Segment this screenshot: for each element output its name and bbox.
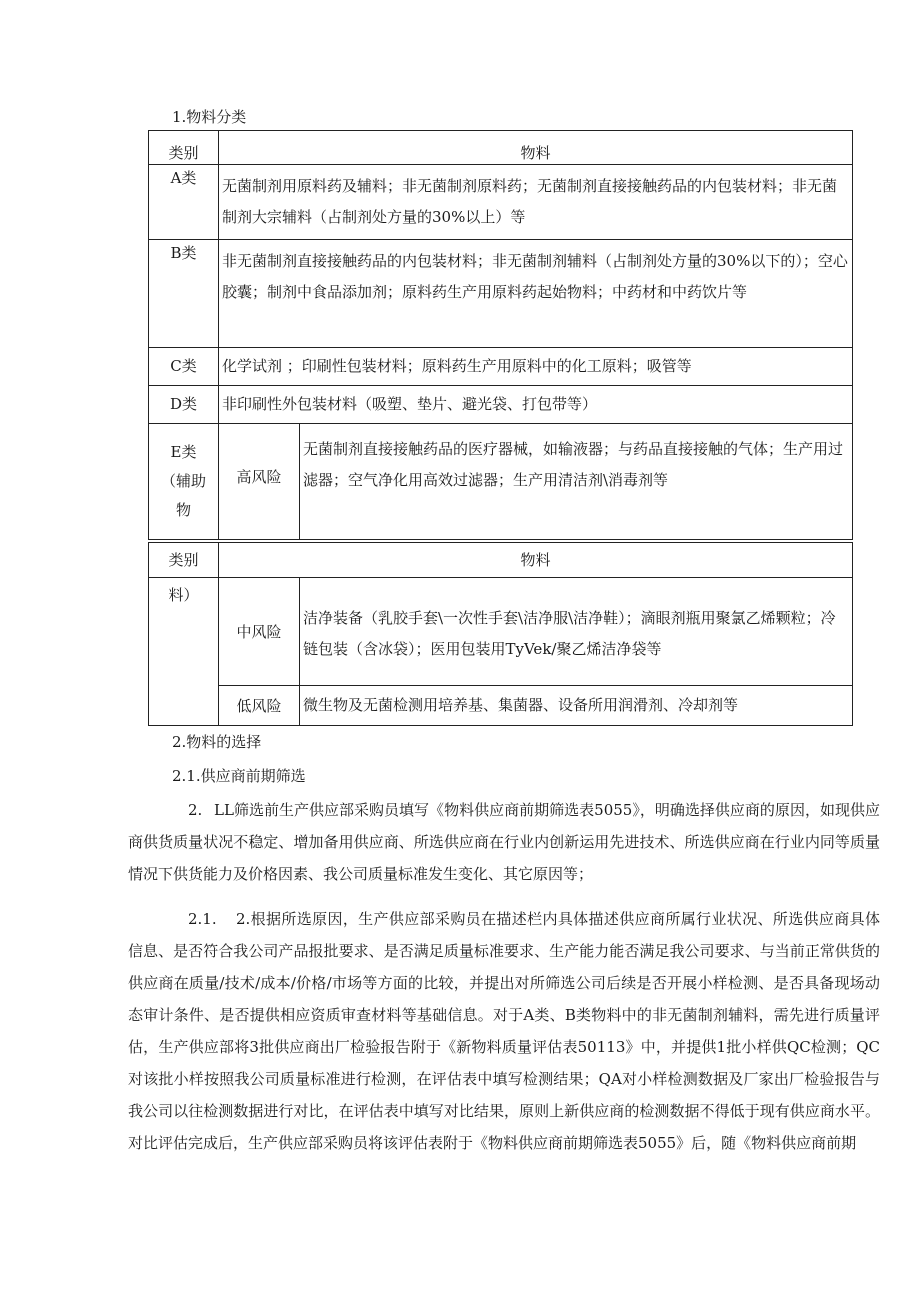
row-category: D类 <box>149 386 219 424</box>
header-material: 物料 <box>219 131 853 165</box>
table-header-row <box>149 543 853 578</box>
table-row <box>149 240 853 348</box>
row-category: A类 <box>149 165 219 240</box>
category-e-line3: 物 <box>175 501 191 519</box>
material-classification-table-continued <box>148 542 853 726</box>
header-category: 类别 <box>149 131 219 165</box>
row-material: 化学试剂 ；印刷性包装材料；原料药生产用原料中的化工原料；吸管等 <box>219 348 853 386</box>
risk-level-low: 低风险 <box>219 686 300 726</box>
header-category: 类别 <box>149 543 219 578</box>
table-row-medium <box>149 578 853 686</box>
row-category: B类 <box>149 240 219 348</box>
paragraph-text: LL筛选前生产供应部采购员填写《物料供应商前期筛选表5055》，明确选择供应商的原因，如现供应商供货质量状况不稳定、增加备用供应商、所选供应商在行业内创新运用先进技术、所选供应商在行业内同等质量情况下供货能力及价格因素、我公司质量标准发生变化、其它原因等； <box>128 801 880 883</box>
row-category-e-continued: 料） <box>149 578 219 726</box>
paragraph-number: 2.1. <box>188 910 217 928</box>
category-e-line1: E类 <box>170 443 197 461</box>
paragraph-number: 2. <box>188 801 203 819</box>
risk-level-high: 高风险 <box>219 424 300 540</box>
paragraph-prescreening-form <box>128 794 880 890</box>
category-e-line2: （辅助 <box>160 472 206 490</box>
table-row <box>149 348 853 386</box>
row-material: 无菌制剂用原料药及辅料；非无菌制剂原料药；无菌制剂直接接触药品的内包装材料；非无菌制剂大宗辅料（占制剂处方量的30%以上）等 <box>219 165 853 240</box>
table-row <box>149 165 853 240</box>
section-title-classification: 1.物料分类 <box>172 108 247 126</box>
paragraph-text: 2.根据所选原因，生产供应部采购员在描述栏内具体描述供应商所属行业状况、所选供应商具体信息、是否符合我公司产品报批要求、是否满足质量标准要求、生产能力能否满足我公司要求、与当前正常供货的供应商在质量/技术/成本/价格/市场等方面的比较，并提出对所筛选公司后续是否开展小样检测、是否具备现场动态审计条件、是否提供相应资质审查材料等基础信息。对于A类、B类物料中的非无菌制剂辅料，需先进行质量评估，生产供应部将3批供应商出厂检验报告附于《新物料质量评估表50113》中，并提供1批小样供QC检测；QC对该批小样按照我公司质量标准进行检测，在评估表中填写检测结果；QA对小样检测数据及厂家出厂检验报告与我公司以往检测数据进行对比，在评估表中填写对比结果，原则上新供应商的检测数据不得低于现有供应商水平。对比评估完成后，生产供应部采购员将该评估表附于《物料供应商前期筛选表5055》后，随《物料供应商前期 <box>128 910 880 1152</box>
material-classification-table <box>148 130 853 540</box>
row-material: 微生物及无菌检测用培养基、集菌器、设备所用润滑剂、冷却剂等 <box>300 686 853 726</box>
table-header-row <box>149 131 853 165</box>
row-category-e <box>149 424 219 540</box>
row-material: 洁净装备（乳胶手套\一次性手套\洁净服\洁净鞋）；滴眼剂瓶用聚氯乙烯颗粒；冷链包装（含冰袋）；医用包装用TyVek/聚乙烯洁净袋等 <box>300 578 853 686</box>
row-material: 非无菌制剂直接接触药品的内包装材料；非无菌制剂辅料（占制剂处方量的30%以下的）；空心胶囊；制剂中食品添加剂；原料药生产用原料药起始物料；中药材和中药饮片等 <box>219 240 853 348</box>
row-material: 非印刷性外包装材料（吸塑、垫片、避光袋、打包带等） <box>219 386 853 424</box>
risk-level-medium: 中风险 <box>219 578 300 686</box>
table-row <box>149 386 853 424</box>
paragraph-selection-description <box>128 903 880 1159</box>
row-category: C类 <box>149 348 219 386</box>
subsection-title-prescreening: 2.1.供应商前期筛选 <box>172 767 306 785</box>
row-material: 无菌制剂直接接触药品的医疗器械，如输液器；与药品直接接触的气体；生产用过滤器；空气净化用高效过滤器；生产用清洁剂\消毒剂等 <box>300 424 853 540</box>
section-title-selection: 2.物料的选择 <box>172 733 262 751</box>
table-row-low <box>149 686 853 726</box>
header-material: 物料 <box>219 543 853 578</box>
table-row-e-high <box>149 424 853 540</box>
